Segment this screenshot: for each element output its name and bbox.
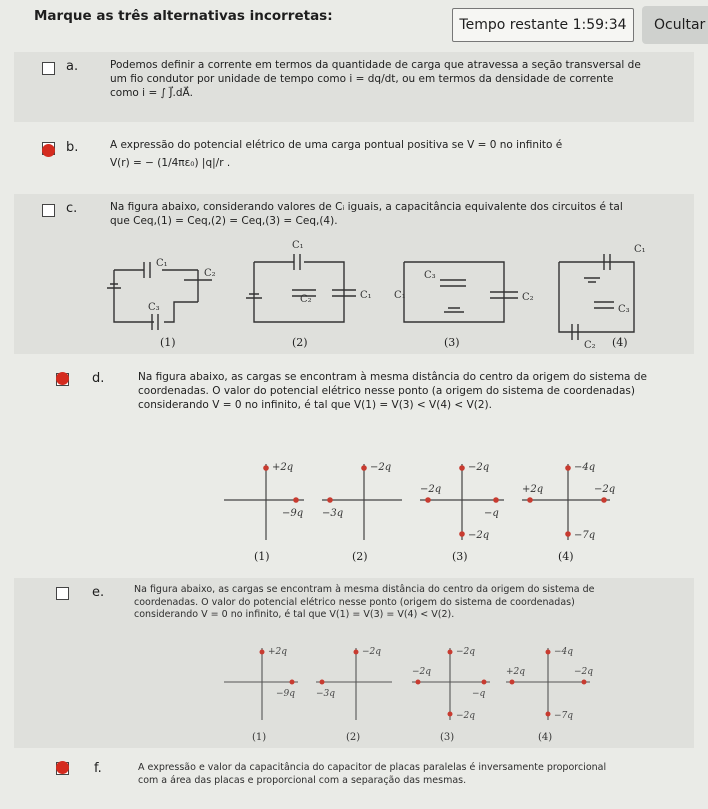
svg-text:C₁: C₁ (156, 258, 168, 269)
svg-text:−2q: −2q (420, 484, 442, 495)
svg-text:−7q: −7q (554, 711, 574, 721)
option-letter: d. (92, 371, 105, 386)
svg-text:−q: −q (472, 689, 486, 699)
svg-text:C₁: C₁ (394, 290, 406, 301)
svg-text:−2q: −2q (412, 667, 432, 677)
svg-text:C₁: C₁ (292, 240, 304, 251)
svg-text:(2): (2) (352, 550, 368, 563)
selected-marker (56, 761, 69, 774)
svg-text:(2): (2) (346, 732, 361, 743)
svg-text:(1): (1) (160, 336, 176, 349)
option-letter: a. (66, 59, 79, 74)
svg-text:−q: −q (484, 508, 499, 519)
svg-text:+2q: +2q (522, 484, 544, 495)
option-letter: e. (92, 585, 105, 600)
svg-text:C₃: C₃ (618, 304, 630, 315)
svg-text:(1): (1) (254, 550, 270, 563)
svg-text:C₂: C₂ (300, 294, 312, 305)
option-e[interactable] (14, 578, 694, 748)
checkbox-c[interactable] (42, 204, 55, 217)
svg-text:+2q: +2q (272, 462, 294, 473)
charges-figure-e (214, 642, 614, 746)
question-instruction: Marque as três alternativas incorretas: (34, 8, 333, 24)
svg-text:−2q: −2q (574, 667, 594, 677)
svg-text:−4q: −4q (574, 462, 596, 473)
option-f[interactable] (14, 756, 694, 804)
option-a[interactable] (14, 52, 694, 122)
option-c[interactable] (14, 194, 694, 354)
svg-text:−2q: −2q (594, 484, 616, 495)
svg-text:C₃: C₃ (148, 302, 160, 313)
time-remaining: Tempo restante 1:59:34 (452, 8, 634, 42)
svg-text:−2q: −2q (468, 530, 490, 541)
option-letter: b. (66, 140, 79, 155)
svg-text:−3q: −3q (316, 689, 336, 699)
quiz-header (0, 0, 708, 46)
svg-text:(4): (4) (558, 550, 574, 563)
svg-text:(3): (3) (452, 550, 468, 563)
svg-text:C₁: C₁ (360, 290, 372, 301)
svg-text:(2): (2) (292, 336, 308, 349)
svg-text:C₂: C₂ (584, 340, 596, 350)
capacitor-circuits-figure (104, 232, 664, 350)
option-text: Na figura abaixo, considerando valores de Cᵢ iguais, a capacitância equivalente dos circuitos é tal que Ceq,(1) = Ceq,(2) = Ceq,(3) = Ceq,(4). (110, 201, 623, 227)
selected-marker (42, 144, 55, 157)
svg-text:(3): (3) (440, 732, 455, 743)
svg-text:−3q: −3q (322, 508, 344, 519)
option-letter: f. (94, 761, 102, 776)
svg-text:−2q: −2q (456, 711, 476, 721)
svg-text:−7q: −7q (574, 530, 596, 541)
svg-text:−9q: −9q (282, 508, 304, 519)
option-text: A expressão e valor da capacitância do capacitor de placas paralelas é inversamente proporcional com a área das placas e proporcional com a separação das mesmas. (138, 762, 607, 786)
svg-text:−2q: −2q (370, 462, 392, 473)
hide-timer-button[interactable]: Ocultar (642, 6, 708, 44)
checkbox-a[interactable] (42, 62, 55, 75)
option-d[interactable] (14, 364, 694, 569)
option-text: Podemos definir a corrente em termos da quantidade de carga que atravessa a seção transversal de um fio condutor por unidade de tempo como i = dq/dt, ou em termos da densidade de corrente como i = ∫ J⃗.dA⃗. (110, 59, 641, 99)
option-letter: c. (66, 201, 78, 216)
svg-text:−9q: −9q (276, 689, 296, 699)
svg-text:+2q: +2q (268, 647, 288, 657)
checkbox-e[interactable] (56, 587, 69, 600)
charges-figure-d (214, 454, 634, 566)
option-text: Na figura abaixo, as cargas se encontram à mesma distância do centro da origem do sistema de coordenadas. O valor do potencial elétrico nesse ponto (origem do sistema de coordenadas) considerando V = 0 no infinito, é tal que V(1) = V(3) = V(4) < V(2). (134, 584, 595, 620)
svg-text:C₂: C₂ (522, 292, 534, 303)
svg-text:−2q: −2q (456, 647, 476, 657)
option-b[interactable] (14, 130, 694, 188)
svg-text:(3): (3) (444, 336, 460, 349)
svg-text:(4): (4) (612, 336, 628, 349)
selected-marker (56, 372, 69, 385)
option-text: A expressão do potencial elétrico de uma carga pontual positiva se V = 0 no infinito é V(r) = − (1/4πε₀) |q|/r . (110, 139, 563, 169)
svg-text:−4q: −4q (554, 647, 574, 657)
svg-text:−2q: −2q (468, 462, 490, 473)
svg-text:C₃: C₃ (424, 270, 436, 281)
option-text: Na figura abaixo, as cargas se encontram à mesma distância do centro da origem do sistema de coordenadas. O valor do potencial elétrico nesse ponto (a origem do sistema de coordenadas) considerando V = 0 no infinito, é tal que V(1) = V(3) < V(4) < V(2). (138, 371, 647, 411)
svg-text:(4): (4) (538, 732, 553, 743)
svg-text:(1): (1) (252, 732, 267, 743)
svg-text:+2q: +2q (506, 667, 526, 677)
svg-text:C₂: C₂ (204, 268, 216, 279)
svg-text:C₁: C₁ (634, 244, 646, 255)
svg-text:−2q: −2q (362, 647, 382, 657)
